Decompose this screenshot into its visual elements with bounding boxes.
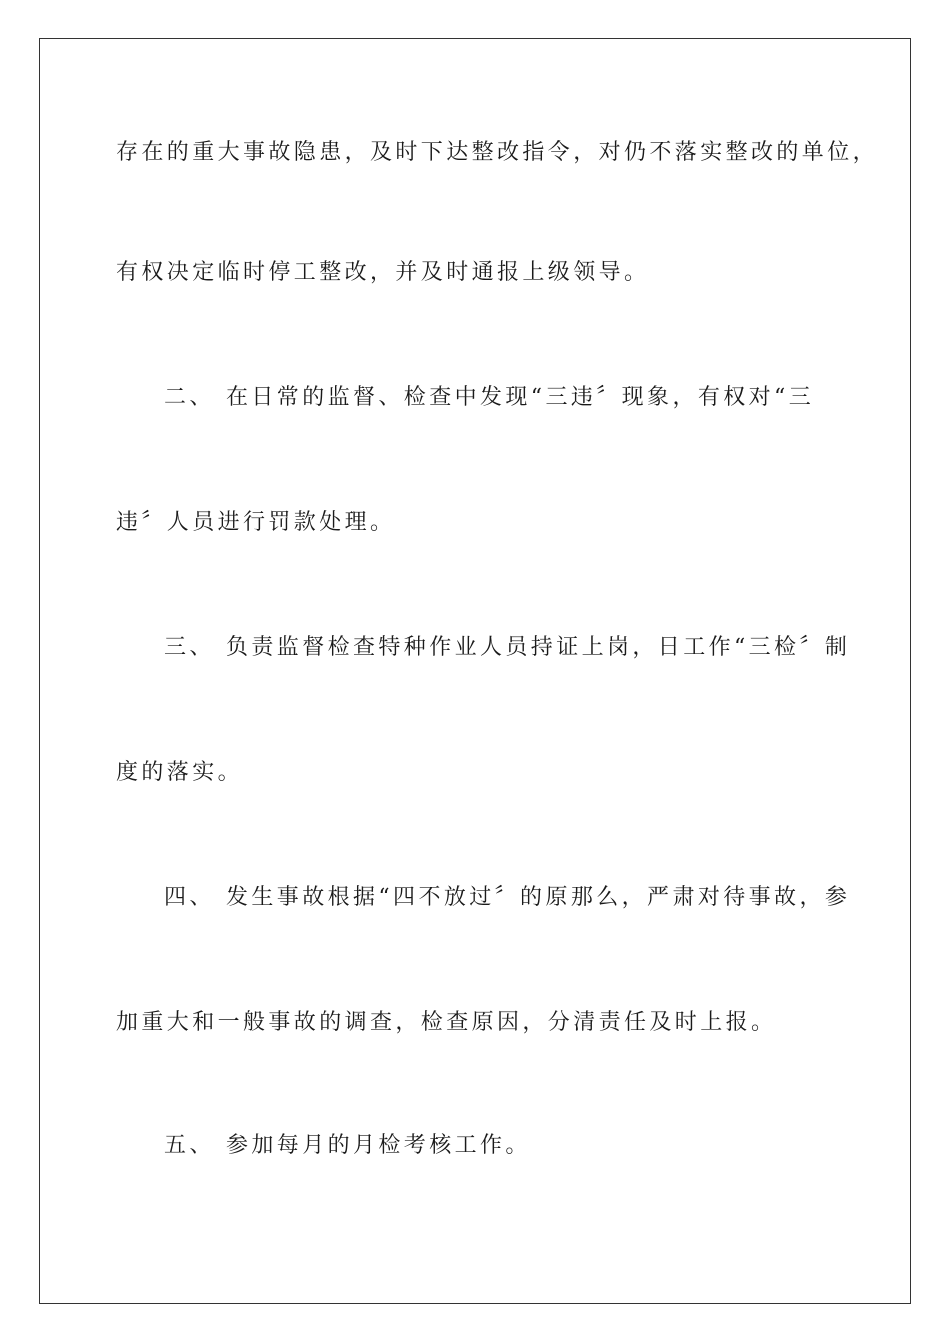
paragraph-line: 加重大和一般事故的调查，检查原因，分清责任及时上报。 <box>116 1010 777 1035</box>
item-text: 负责监督检查特种作业人员持证上岗，日工作“三检〞制 <box>226 635 851 660</box>
paragraph-line: 有权决定临时停工整改，并及时通报上级领导。 <box>116 260 650 285</box>
list-item-3 <box>164 633 884 663</box>
item-text: 在日常的监督、检查中发现“三违〞现象，有权对“三 <box>226 385 815 410</box>
item-number: 五、 <box>164 1133 215 1158</box>
list-item-2 <box>164 383 884 413</box>
item-number: 二、 <box>164 385 215 410</box>
paragraph-line: 违〞人员进行罚款处理。 <box>116 510 396 535</box>
item-number: 三、 <box>164 635 215 660</box>
paragraph-line: 存在的重大事故隐患，及时下达整改指令，对仍不落实整改的单位， <box>116 140 879 165</box>
item-number: 四、 <box>164 885 215 910</box>
item-text: 参加每月的月检考核工作。 <box>226 1133 531 1158</box>
item-text: 发生事故根据“四不放过〞的原那么，严肃对待事故，参 <box>226 885 851 910</box>
list-item-5 <box>164 1131 884 1161</box>
list-item-4 <box>164 883 884 913</box>
page-border <box>39 38 911 1304</box>
paragraph-line: 度的落实。 <box>116 760 244 785</box>
